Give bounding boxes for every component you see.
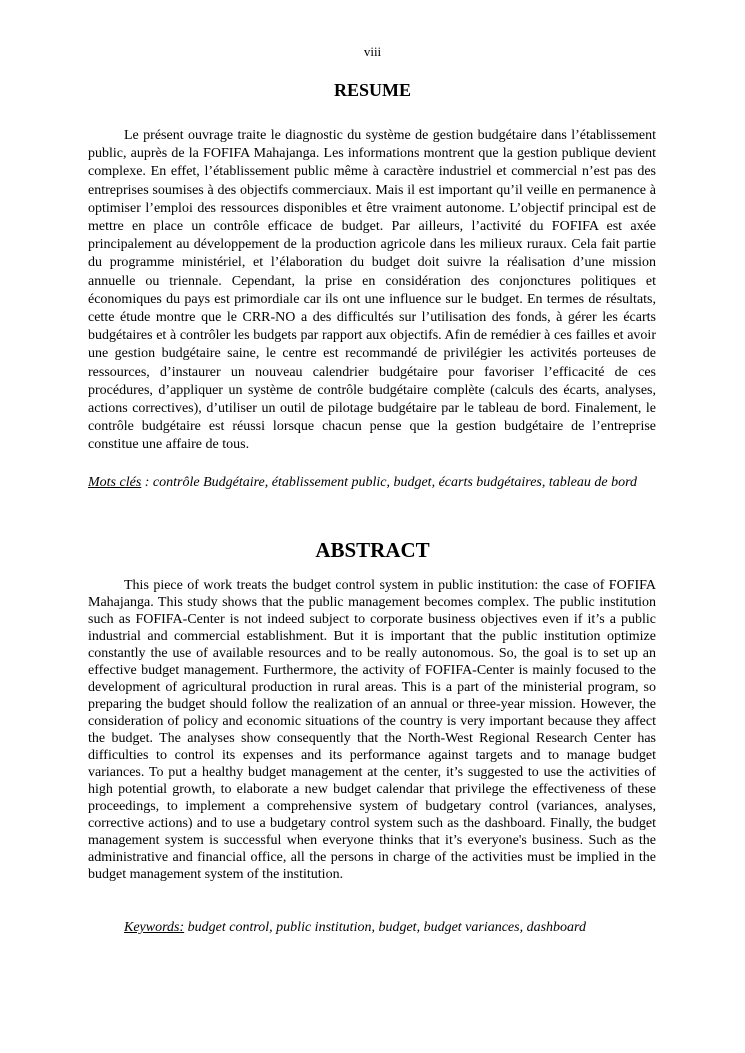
resume-keywords-label: Mots clés xyxy=(88,475,142,490)
resume-keywords xyxy=(88,469,656,496)
resume-heading: RESUME xyxy=(333,80,411,100)
resume-paragraph: Le présent ouvrage traite le diagnostic du système de gestion budgétaire dans l’établissement public, auprès de la FOFIFA Mahajanga. Les informations montrent que la gestion publique devient complexe. En effet, l’établissement public même à caractère industriel et commercial n’est pas des entreprises soumises à des objectifs commerciaux. Mais il est important qu’il veille en permanence à optimiser l’emploi des ressources disponibles et être vraiment autonome. L’objectif principal est de mettre en place un contrôle efficace de budget. Par ailleurs, l’activité du FOFIFA est axée principalement au développement de la production agricole dans les milieux ruraux. Cela fait partie du programme ministériel, et l’élaboration du budget doit suivre la réalisation d’une mission annuelle ou triennale. Cependant, la prise en considération des conjonctures politiques et économiques du pays est primordiale car ils ont une influence sur le budget. En termes de résultats, cette étude montre que le CRR-NO a des difficultés sur l’utilisation des fonds, à gérer les écarts budgétaires et à contrôler les budgets par rapport aux objectifs. Afin de remédier à ces failles et avoir une gestion budgétaire saine, le centre est recommandé de privilégier les activités porteuses de ressources, d’instaurer un nouveau calendrier budgétaire pour favoriser l’efficacité de ces procédures, d’appliquer un système de contrôle budgétaire complète (calculs des écarts, analyses, actions correctives), d’utiliser un outil de pilotage budgétaire par le tableau de bord. Finalement, le contrôle budgétaire est réussi lorsque chacun pense que la gestion budgétaire de l’entreprise constitue une affaire de tous. xyxy=(88,128,656,453)
abstract-paragraph: This piece of work treats the budget control system in public institution: the case of FOFIFA Mahajanga. This study shows that the public management becomes complex. The public institution such as FOFIFA-Center is not indeed subject to corporate business objectives even if it’s a public industrial and commercial establishment. But it is important that the public institution optimize constantly the use of available resources and to be really autonomous. So, the goal is to set up an effective budget management. Furthermore, the activity of FOFIFA-Center is mainly focused to the development of agricultural production in rural areas. This is a part of the ministerial program, so preparing the budget should follow the realization of an annual or three-year mission. However, the consideration of policy and economic situations of the country is very important because they affect the budget. The analyses show consequently that the North-West Regional Research Center has difficulties to control its expenses and its performance against targets and to manage budget variances. To put a healthy budget management at the center, it’s suggested to use the activities of high potential growth, to elaborate a new budget calendar that privilege the effectiveness of these proceedings, to implement a comprehensive system of budgetary control (variances, analyses, corrective actions) and to use a budgetary control system such as the dashboard. Finally, the budget management system is successful when everyone thinks that it’s everyone's business. Such as the administrative and financial office, all the persons in charge of the activities must be implied in the budget management system of the institution. xyxy=(88,578,656,882)
abstract-keywords-text: budget control, public institution, budget, budget variances, dashboard xyxy=(184,920,586,935)
abstract-keywords-label: Keywords: xyxy=(124,920,185,935)
abstract-keywords xyxy=(124,920,664,936)
abstract-heading: ABSTRACT xyxy=(315,538,430,562)
resume-keywords-text: : contrôle Budgétaire, établissement public, budget, écarts budgétaires, tableau de bord xyxy=(141,475,638,490)
page-number: viii xyxy=(363,44,382,59)
